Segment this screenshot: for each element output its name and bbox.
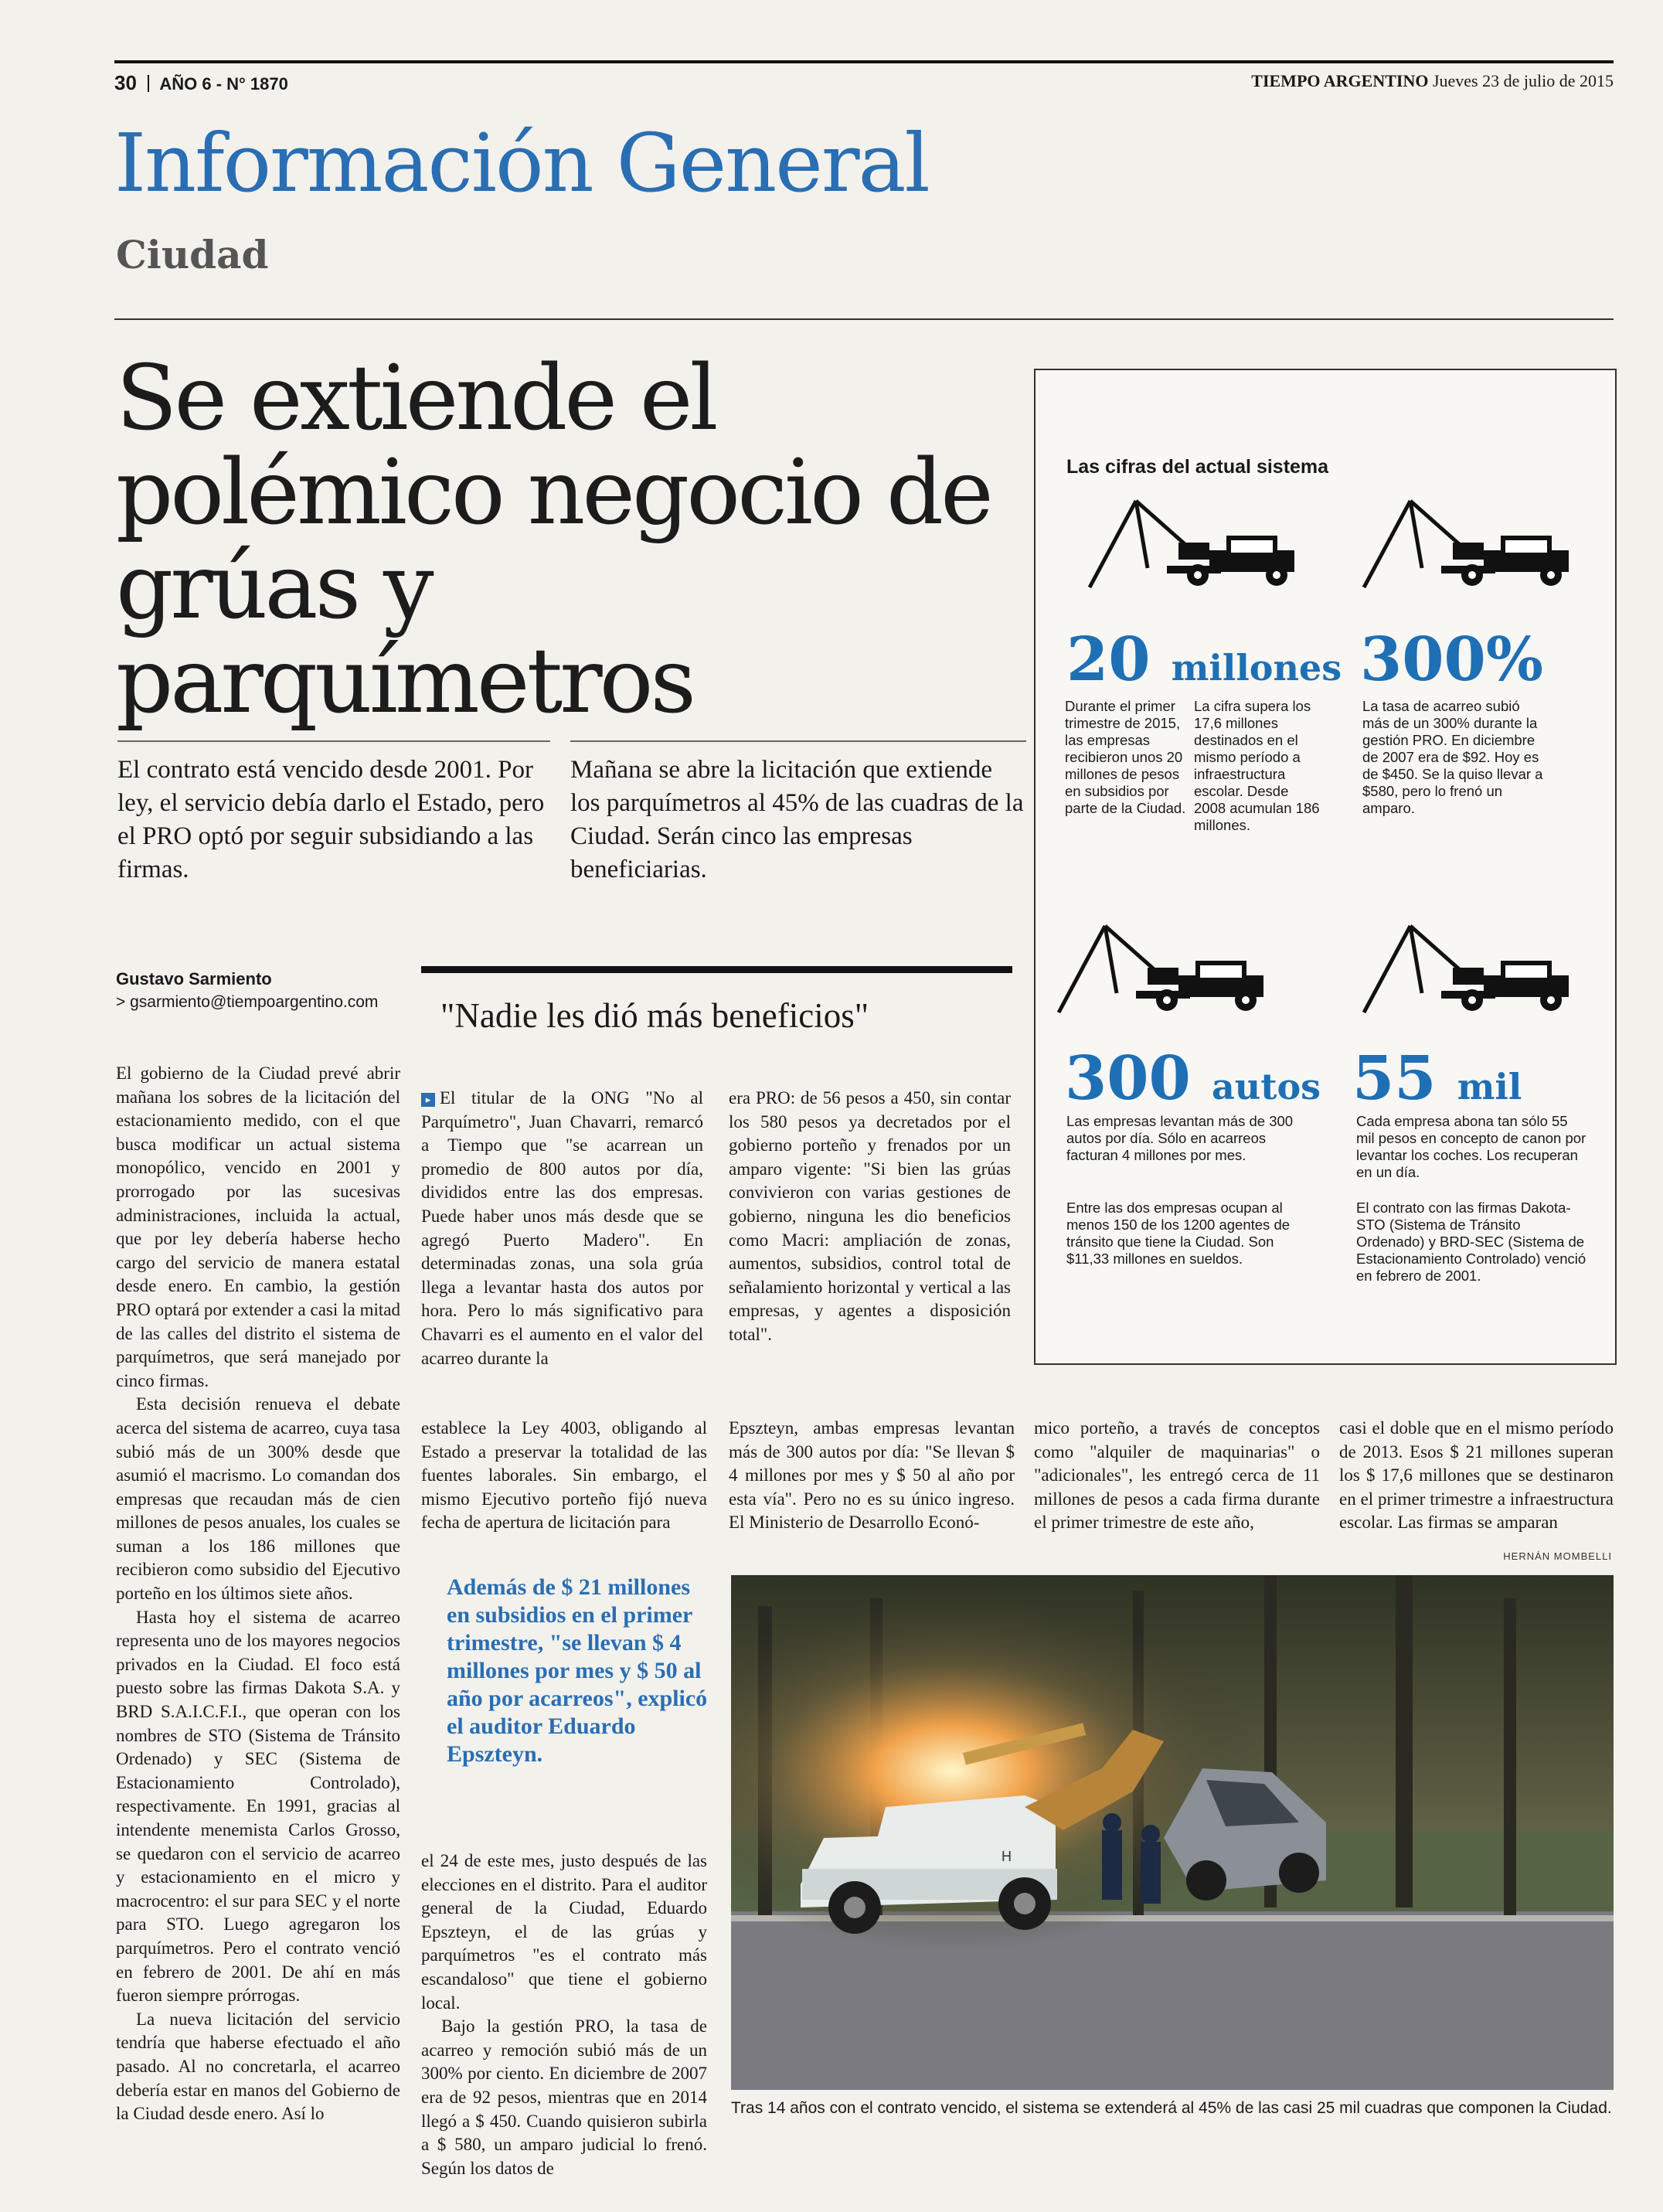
box-top-bar (421, 966, 1012, 973)
article-column-4 (1034, 1417, 1320, 1535)
infographic-title: Las cifras del actual sistema (1066, 456, 1329, 478)
bullet-icon: ▸ (421, 1093, 435, 1107)
article-column-5 (1339, 1417, 1614, 1535)
deck-right: Mañana se abre la licitación que extiende los parquímetros al 45% de las cuadras de la Ciudad. Serán cinco las empresas beneficiarias. (570, 756, 1024, 883)
stat-text: Durante el primer trimestre de 2015, las empresas recibieron unos 20 millones de pesos en subsidios por parte de la Ciudad. (1065, 698, 1186, 816)
stat-300-percent (1360, 624, 1543, 695)
issue-number: AÑO 6 - N° 1870 (159, 74, 288, 94)
stat-55-mil (1352, 1043, 1522, 1114)
subsection-title: Ciudad (116, 232, 269, 277)
stat-number: 300% (1360, 624, 1543, 695)
stat-unit: mil (1457, 1066, 1522, 1108)
section-title: Información General (114, 116, 929, 210)
box-text-a: El titular de la ONG "No al Parquímetro", Juan Chavarri, remarcó a Tiempo que "se acarrean un promedio de 800 autos por día, divididos entre las dos empresas. Puede haber unos más desde que se agregó Puerto Madero". En determinadas zonas, una sola grúa llega a levantar hasta dos autos por hora. Pero lo más significativo para Chavarri es el aumento en el valor del acarreo durante la (421, 1088, 703, 1368)
body-paragraph: mico porteño, a través de conceptos como "alquiler de maquinarias" o "adicionales", les entregó cerca de 11 millones de pesos a cada firma durante el primer trimestre de este año, (1034, 1418, 1320, 1533)
section-rule (114, 318, 1614, 320)
masthead (1251, 71, 1614, 91)
stat-text: La cifra supera los 17,6 millones destinados en el mismo período a infraestructura escolar. Desde 2008 acumulan 186 millones. (1194, 698, 1320, 833)
body-paragraph: el 24 de este mes, justo después de las elecciones en el distrito. Para el auditor general de la Ciudad, Eduardo Epszteyn, el de las grúas y parquímetros "es el contrato más escandaloso" que tiene el gobierno local. (421, 1851, 707, 2013)
top-rule (114, 60, 1614, 63)
stat-text: El contrato con las firmas Dakota-STO (Sistema de Tránsito Ordenado) y BRD-SEC (Sistema de Estacionamiento Controlado) venció en febrero de 2001. (1356, 1200, 1586, 1284)
stat-300-autos (1065, 1043, 1321, 1114)
byline-author: Gustavo Sarmiento (116, 969, 272, 989)
article-column-6 (421, 1850, 707, 2180)
paper-name: TIEMPO ARGENTINO (1251, 71, 1429, 90)
page-number: 30 (114, 71, 137, 94)
stat-text: La tasa de acarreo subió más de un 300% durante la gestión PRO. En diciembre de 2007 era de $92. Hoy es de $450. Se la quiso llevar a $580, pero lo frenó un amparo. (1362, 698, 1543, 816)
article-column-3 (729, 1417, 1015, 1535)
stat-number: 20 (1066, 624, 1151, 695)
stat-20-millones (1066, 624, 1342, 695)
body-paragraph: casi el doble que en el mismo período de 2013. Esos $ 21 millones superan los $ 17,6 millones que se destinaron en el primer trimestre a infraestructura escolar. Las firmas se amparan (1339, 1418, 1614, 1533)
box-column-a (421, 1087, 703, 1370)
tow-truck-photo (731, 1575, 1614, 2090)
stat-unit: millones (1171, 647, 1342, 689)
tow-truck-icon (1356, 495, 1580, 591)
box-text-b: era PRO: de 56 pesos a 450, sin contar los 580 pesos ya decretados por el gobierno porteño y frenados por un amparo vigente: "Si bien las grúas convivieron con varias gestiones de gobierno, ninguna les dio beneficios como Macri: ampliación de zonas, aumentos, subsidios, control total de señalamiento horizontal y vertical a las empresas, y agentes a disposición total". (729, 1088, 1011, 1344)
body-paragraph: Epszteyn, ambas empresas levantan más de 300 autos por día: "Se llevan $ 4 millones por mes y $ 50 al año por esta vía". Pero no es su único ingreso. El Ministerio de Desarrollo Econó- (729, 1418, 1015, 1533)
page-folio (114, 71, 288, 95)
truck-label: H (1002, 1849, 1012, 1864)
stat-text: Cada empresa abona tan sólo 55 mil pesos en concepto de canon por levantar los coches. Los recuperan en un día. (1356, 1113, 1586, 1180)
tow-truck-icon (1051, 920, 1275, 1016)
stat-number: 55 (1352, 1043, 1437, 1114)
deck-rule-right (570, 740, 1026, 742)
body-paragraph: Esta decisión renueva el debate acerca del sistema de acarreo, cuya tasa subió más de un 300% desde que asumió el macrismo. Lo comandan dos empresas que recaudan más de cien millones de pesos anuales, los cuales se suman a los 186 millones que recibieron como subsidio del Ejecutivo porteño en los últimos siete años. (116, 1394, 400, 1604)
box-column-b (729, 1087, 1011, 1347)
stat-number: 300 (1065, 1043, 1191, 1114)
box-title: "Nadie les dió más beneficios" (440, 996, 869, 1035)
tow-truck-icon (1356, 920, 1580, 1016)
body-paragraph: La nueva licitación del servicio tendría que haberse efectuado el año pasado. Al no concretarla, el acarreo debería estar en manos del Gobierno de la Ciudad desde enero. Así lo (116, 2009, 400, 2124)
byline-email[interactable]: > gsarmiento@tiempoargentino.com (116, 993, 379, 1011)
tow-truck-icon (1082, 495, 1306, 591)
deck-rule-left (117, 740, 550, 742)
deck-left: El contrato está vencido desde 2001. Por ley, el servicio debía darlo el Estado, pero el PRO optó por seguir subsidiando a las firmas. (117, 756, 545, 883)
photo-caption: Tras 14 años con el contrato vencido, el sistema se extenderá al 45% de las casi 25 mil cuadras que componen la Ciudad. (731, 2099, 1612, 2117)
body-paragraph: establece la Ley 4003, obligando al Estado a preservar la totalidad de las fuentes laborales. Sin embargo, el mismo Ejecutivo porteño fijó nueva fecha de apertura de licitación para (421, 1418, 707, 1533)
stat-text: Las empresas levantan más de 300 autos por día. Sólo en acarreos facturan 4 millones por mes. (1066, 1113, 1294, 1163)
issue-date: Jueves 23 de julio de 2015 (1432, 71, 1614, 90)
body-paragraph: Bajo la gestión PRO, la tasa de acarreo y remoción subió más de un 300% por ciento. En diciembre de 2007 era de 92 pesos, mientras que en 2014 llegó a $ 450. Cuando quisieron subirla a $ 580, un amparo judicial lo frenó. Según los datos de (421, 2016, 707, 2178)
article-column-2 (421, 1417, 707, 1535)
stat-text: Entre las dos empresas ocupan al menos 150 de los 1200 agentes de tránsito que tiene la Ciudad. Son $11,33 millones en sueldos. (1066, 1200, 1291, 1267)
pull-quote: Además de $ 21 millones en subsidios en el primer trimestre, "se llevan $ 4 millones por mes y $ 50 al año por acarreos", explicó el auditor Eduardo Epszteyn. (447, 1574, 708, 1767)
news-photo (731, 1575, 1614, 2090)
body-paragraph: El gobierno de la Ciudad prevé abrir mañana los sobres de la licitación del estacionamiento medido, con el que busca modificar un actual sistema monopólico, vencido en 2001 y prorrogado por las sucesivas administraciones, incluida la actual, que por ley debería haberse hecho cargo del servicio de manera estatal desde enero. En cambio, la gestión PRO optará por extender a casi la mitad de las calles del distrito el sistema de parquímetros, que será manejado por cinco firmas. (116, 1063, 400, 1390)
stat-unit: autos (1211, 1066, 1321, 1108)
body-paragraph: Hasta hoy el sistema de acarreo representa uno de los mayores negocios privados en la Ciudad. El foco está puesto sobre las firmas Dakota S.A. y BRD S.A.I.C.F.I., que operan con los nombres de STO (Sistema de Tránsito Ordenado) y SEC (Sistema de Estacionamiento Controlado), respectivamente. En 1991, gracias al intendente menemista Carlos Grosso, se quedaron con el servicio de acarreo y estacionamiento en el micro y macrocentro: el sur para SEC y el norte para STO. Luego agregaron los parquímetros. Pero el contrato venció en febrero de 2001. De ahí en más fueron siempre prórrogas. (116, 1607, 400, 2006)
headline: Se extiende el polémico negocio de grúas y parquímetros (116, 346, 991, 733)
article-column-1 (116, 1062, 400, 2126)
photo-credit: HERNÁN MOMBELLI (1503, 1550, 1612, 1562)
